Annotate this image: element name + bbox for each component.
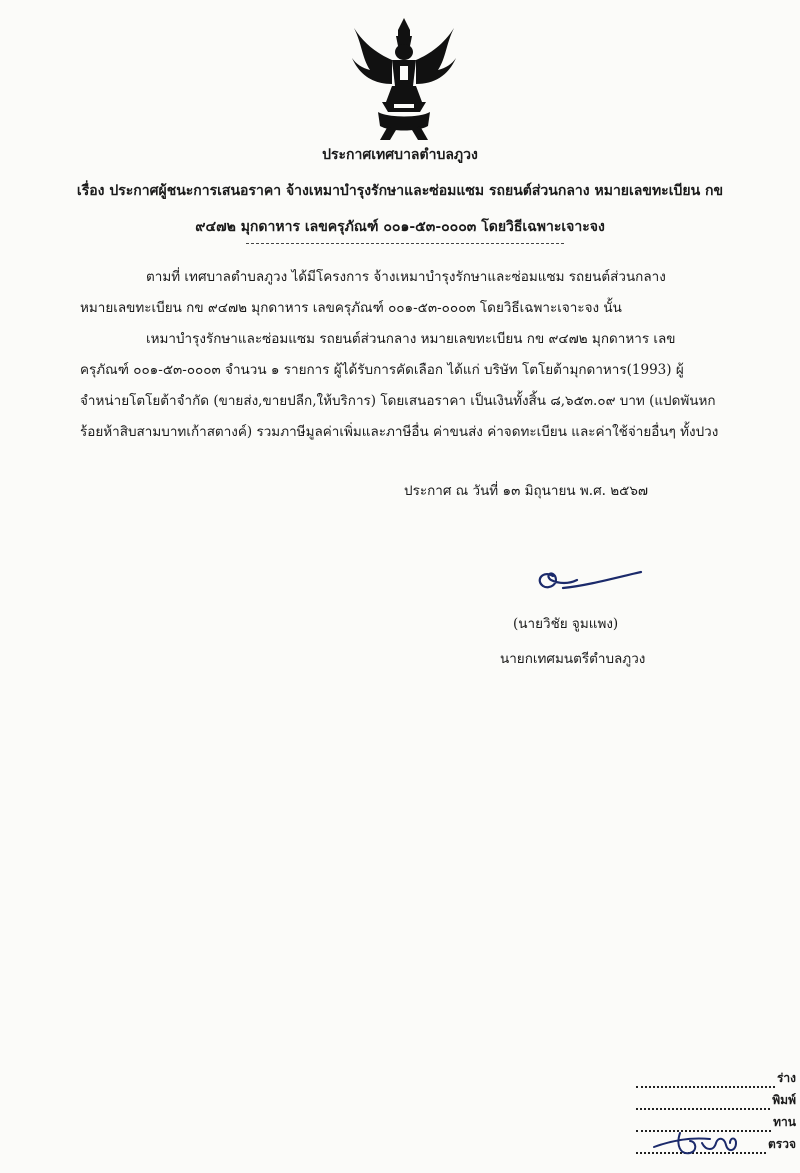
header-divider: [246, 243, 564, 244]
subject-line-continued: ๙๔๗๒ มุกดาหาร เลขครุภัณฑ์ ๐๐๑-๕๓-๐๐๐๓ โดยวิธีเฉพาะเจาะจง: [195, 219, 605, 235]
org-title: ประกาศเทศบาลตำบลภูวง: [322, 147, 478, 163]
body-paragraph-2: เหมาบำรุงรักษาและซ่อมแซม รถยนต์ส่วนกลาง หมายเลขทะเบียน กข ๙๔๗๒ มุกดาหาร เลขครุภัณฑ์ ๐๐๑-๕๓-๐๐๐๓ จำนวน ๑ รายการ ผู้ได้รับการคัดเลือก ได้แก่ บริษัท โตโยต้ามุกดาหาร(1993) ผู้จำหน่ายโตโยต้าจำกัด (ขายส่ง,ขายปลีก,ให้บริการ) โดยเสนอราคา เป็นเงินทั้งสิ้น ๘,๖๕๓.๐๙ บาท (แปดพันหกร้อยห้าสิบสามบาทเก้าสตางค์) รวมภาษีมูลค่าเพิ่มและภาษีอื่น ค่าขนส่ง ค่าจดทะเบียน และค่าใช้จ่ายอื่นๆ ทั้งปวง: [80, 331, 719, 440]
dotted-line: [636, 1073, 775, 1088]
routing-label-checked: ตรวจ: [767, 1137, 796, 1151]
signer-name: (นายวิชัย จูมแพง): [513, 616, 619, 632]
signature-icon: [525, 562, 645, 602]
routing-label-draft: ร่าง: [776, 1071, 796, 1085]
signer-title: นายกเทศมนตรีตำบลภูวง: [500, 651, 646, 667]
garuda-emblem-icon: [348, 14, 460, 142]
routing-row-draft: [636, 1066, 796, 1088]
initials-signature-icon: [650, 1115, 760, 1165]
routing-label-typed: พิมพ์: [772, 1093, 796, 1107]
body-paragraph-1: ตามที่ เทศบาลตำบลภูวง ได้มีโครงการ จ้างเหมาบำรุงรักษาและซ่อมแซม รถยนต์ส่วนกลาง หมายเลขทะเบียน กข ๙๔๗๒ มุกดาหาร เลขครุภัณฑ์ ๐๐๑-๕๓-๐๐๐๓ โดยวิธีเฉพาะเจาะจง นั้น: [80, 269, 666, 316]
announce-date: ประกาศ ณ วันที่ ๑๓ มิถุนายน พ.ศ. ๒๕๖๗: [404, 483, 649, 499]
routing-label-reviewed: ทาน: [773, 1115, 796, 1129]
routing-row-typed: [636, 1088, 796, 1110]
subject-line: เรื่อง ประกาศผู้ชนะการเสนอราคา จ้างเหมาบำรุงรักษาและซ่อมแซม รถยนต์ส่วนกลาง หมายเลขทะเบียน กข: [76, 183, 724, 199]
document-header: [0, 144, 800, 238]
dotted-line: [636, 1095, 770, 1110]
